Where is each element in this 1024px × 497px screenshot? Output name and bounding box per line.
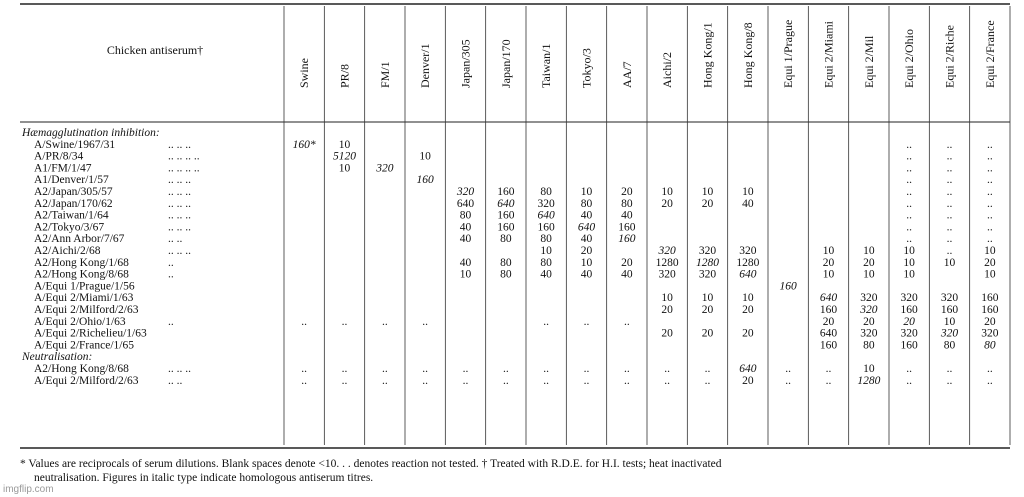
table-cell: 160 (900, 339, 918, 352)
table-cell: .. (422, 315, 429, 328)
table-cell: 20 (822, 256, 835, 269)
column-header: PR/8 (337, 63, 352, 88)
table-cell: 320 (698, 245, 717, 257)
table-cell: 10 (742, 292, 754, 305)
table-cell: 5120 (333, 150, 356, 163)
table-cell: 40 (580, 268, 593, 281)
table-cell: 1280 (736, 256, 760, 269)
table-cell: .. (906, 233, 913, 246)
table-cell: 40 (742, 197, 754, 210)
table-cell: .. (623, 363, 630, 375)
table-cell: .. (986, 374, 993, 387)
table-cell: 80 (540, 256, 552, 269)
table-cell: 20 (903, 315, 915, 328)
table-row (34, 304, 999, 316)
footnote-line-2: neutralisation. Figures in italic type indicate homologous antiserum titres. (34, 472, 374, 484)
row-leader: .. .. .. (168, 363, 191, 375)
table-cell: .. (301, 315, 308, 328)
table-cell: .. (906, 138, 913, 151)
table-cell: .. (906, 174, 913, 187)
table-cell: .. (543, 315, 550, 328)
row-leader: .. .. .. (168, 186, 191, 198)
table-cell: 320 (658, 268, 676, 281)
table-cell: 20 (984, 256, 996, 269)
table-cell: .. (341, 363, 348, 375)
table-cell: .. (986, 150, 993, 163)
table-cell: .. (946, 197, 953, 210)
watermark: imgflip.com (3, 484, 54, 495)
table-cell: 20 (661, 197, 673, 210)
table-cell: .. (583, 374, 590, 387)
table-cell: .. (946, 245, 953, 257)
table-cell: 160 (618, 233, 636, 246)
column-header: Taiwan/1 (539, 43, 554, 88)
row-label: A/Equi 1/Prague/1/56 (34, 280, 135, 293)
row-label: A/PR/8/34 (34, 150, 84, 163)
corner-label: Chicken antiserum† (106, 43, 204, 57)
table-cell: .. (946, 150, 953, 163)
table-cell: 640 (456, 197, 475, 210)
table-cell: 80 (580, 197, 593, 210)
table-cell: 10 (822, 268, 835, 281)
table-cell: 80 (863, 339, 875, 352)
table-cell: .. (785, 374, 792, 387)
row-leader: .. (168, 256, 174, 269)
table-cell: 320 (940, 292, 959, 305)
table-cell: 80 (459, 209, 472, 222)
table-cell: 10 (943, 256, 956, 269)
table-cell: .. (623, 374, 630, 387)
table-cell: 320 (376, 162, 394, 175)
table-cell: 160 (981, 292, 999, 305)
table-cell: .. (986, 138, 993, 151)
table-cell: 20 (863, 315, 875, 328)
column-header: Swine (297, 58, 312, 88)
table-cell: .. (906, 197, 913, 210)
row-label: A/Equi 2/Milford/2/63 (34, 374, 139, 387)
table-cell: 160 (981, 304, 999, 316)
table-cell: 80 (540, 233, 552, 246)
table-cell: 20 (701, 197, 714, 210)
table-cell: .. (906, 209, 913, 222)
table-cell: 1280 (655, 256, 679, 269)
table-cell: 320 (900, 327, 918, 340)
table-cell: 640 (497, 197, 515, 210)
table-cell: .. (906, 162, 913, 175)
table-cell: .. (381, 374, 388, 387)
table-cell: 10 (984, 245, 996, 257)
table-cell: .. (422, 374, 429, 387)
table-cell: 160 (618, 221, 636, 234)
column-header: Equi 2/France (982, 20, 997, 88)
row-label: A1/FM/1/47 (34, 162, 92, 175)
column-header: Equi 1/Prague (781, 19, 796, 88)
row-leader: .. .. .. (168, 197, 191, 210)
section-title: Hæmagglutination inhibition: (22, 127, 160, 139)
table-cell: 40 (580, 233, 593, 246)
row-leader: .. .. .. (168, 209, 191, 222)
table-cell: .. (946, 221, 953, 234)
column-header: Equi 2/Mil (861, 35, 876, 88)
table-row (34, 245, 996, 257)
table-cell: 20 (822, 315, 835, 328)
table-cell: 160 (819, 304, 838, 316)
table-cell: .. (986, 233, 993, 246)
table-cell: .. (381, 315, 388, 328)
table-row (34, 328, 999, 340)
table-cell: 10 (338, 162, 351, 175)
table-cell: .. (543, 374, 550, 387)
row-leader: .. .. .. (168, 221, 191, 234)
table-cell: 640 (577, 221, 596, 234)
row-leader: .. (168, 268, 174, 281)
table-cell: .. (543, 363, 550, 375)
table-cell: 10 (419, 150, 431, 163)
column-header: Denver/1 (418, 43, 433, 88)
table-cell: 320 (981, 327, 999, 340)
row-leader: .. .. .. .. (168, 150, 200, 163)
column-header: FM/1 (377, 61, 392, 88)
table-cell: 160 (497, 186, 515, 198)
table-cell: 10 (742, 186, 754, 198)
row-leader: .. .. .. (168, 174, 191, 187)
table-cell: .. (906, 186, 913, 198)
column-header: Hong Kong/1 (700, 22, 715, 88)
table-cell: 10 (984, 268, 996, 281)
table-cell: 20 (742, 327, 754, 340)
table-cell: .. (825, 374, 832, 387)
row-label: A2/Japan/170/62 (34, 197, 113, 210)
row-label: A2/Hong Kong/8/68 (34, 363, 129, 375)
table-cell: 320 (860, 292, 878, 305)
table-cell: 20 (621, 256, 633, 269)
table-cell: .. (906, 150, 913, 163)
table-cell: .. (986, 174, 993, 187)
table-cell: 10 (863, 268, 875, 281)
table-cell: 320 (698, 268, 717, 281)
table-cell: 20 (621, 186, 633, 198)
table-cell: .. (906, 363, 913, 375)
table-cell: 10 (822, 245, 835, 257)
table-cell: .. (704, 363, 711, 375)
row-label: A2/Japan/305/57 (34, 186, 113, 198)
table-cell: 40 (580, 209, 593, 222)
table-cell: 20 (742, 304, 754, 316)
table-cell: .. (986, 221, 993, 234)
row-leader: .. .. .. .. (168, 162, 200, 175)
table-cell: 320 (456, 186, 475, 198)
table-cell: 640 (739, 268, 757, 281)
row-label: A/Equi 2/France/1/65 (34, 339, 134, 352)
table-cell: 80 (984, 339, 996, 352)
table-cell: 640 (819, 327, 838, 340)
table-cell: 10 (661, 186, 673, 198)
table-cell: 20 (701, 304, 714, 316)
table-cell: 640 (819, 292, 838, 305)
table-cell: 320 (860, 304, 878, 316)
table-cell: 80 (500, 268, 512, 281)
table-cell: 320 (940, 327, 959, 340)
table-row (34, 292, 999, 304)
row-label: A2/Ann Arbor/7/67 (34, 233, 125, 246)
table-cell: 10 (863, 363, 875, 375)
row-label: A/Equi 2/Ohio/1/63 (34, 315, 126, 328)
table-cell: 160 (900, 304, 918, 316)
table-cell: 320 (860, 327, 878, 340)
table-cell: .. (381, 363, 388, 375)
table-cell: 160 (819, 339, 838, 352)
table-cell: .. (986, 197, 993, 210)
table-cell: .. (502, 374, 509, 387)
table-cell: .. (946, 233, 953, 246)
table-cell: 20 (661, 327, 673, 340)
table-cell: 40 (621, 268, 633, 281)
table-cell: 10 (701, 292, 714, 305)
row-label: A2/Aichi/2/68 (34, 245, 101, 257)
row-label: A1/Denver/1/57 (34, 174, 109, 187)
row-label: A/Equi 2/Miami/1/63 (34, 292, 134, 305)
table-cell: 160 (416, 174, 434, 187)
table-cell: .. (946, 174, 953, 187)
column-header: Japan/305 (458, 39, 473, 88)
row-label: A2/Hong Kong/8/68 (34, 268, 129, 281)
row-label: A2/Tokyo/3/67 (34, 221, 105, 234)
table-cell: 320 (900, 292, 918, 305)
row-leader: .. .. (168, 233, 183, 246)
table-cell: .. (462, 374, 469, 387)
column-header: Equi 2/Riche (942, 25, 957, 88)
table-cell: 10 (661, 292, 673, 305)
table-cell: .. (946, 363, 953, 375)
table-cell: .. (664, 374, 671, 387)
table-cell: 80 (540, 186, 552, 198)
table-cell: .. (583, 363, 590, 375)
table-cell: .. (986, 162, 993, 175)
table-cell: 160 (940, 304, 959, 316)
table-cell: .. (906, 374, 913, 387)
table-cell: .. (986, 209, 993, 222)
row-leader: .. .. .. (168, 245, 191, 257)
table-cell: 10 (863, 245, 875, 257)
table-cell: 20 (863, 256, 875, 269)
table-cell: 80 (500, 256, 512, 269)
table-cell: .. (422, 363, 429, 375)
table-cell: .. (341, 315, 348, 328)
table-cell: .. (946, 209, 953, 222)
table-cell: 80 (943, 339, 956, 352)
row-label: A/Equi 2/Milford/2/63 (34, 304, 139, 316)
table-cell: .. (301, 363, 308, 375)
table-cell: .. (986, 186, 993, 198)
table-cell: 20 (984, 315, 996, 328)
table-cell: 10 (540, 245, 552, 257)
table-cell: 10 (701, 186, 714, 198)
table-cell: .. (583, 315, 590, 328)
table-cell: 10 (580, 256, 593, 269)
table-cell: .. (946, 162, 953, 175)
table-cell: 640 (739, 363, 757, 375)
row-label: A2/Taiwan/1/64 (34, 209, 109, 222)
row-leader: .. (168, 315, 174, 328)
table-row (34, 280, 797, 292)
table-cell: 40 (459, 221, 472, 234)
table-cell: .. (986, 363, 993, 375)
column-header: Aichi/2 (660, 52, 675, 88)
table-cell: 80 (621, 197, 633, 210)
table-cell: 320 (537, 197, 555, 210)
table-cell: .. (341, 374, 348, 387)
table-cell: .. (623, 315, 630, 328)
table-cell: 160 (779, 280, 797, 293)
table-cell: 640 (537, 209, 555, 222)
table-cell: 20 (701, 327, 714, 340)
table-cell: 10 (943, 315, 956, 328)
column-header: Tokyo/3 (579, 48, 594, 88)
table-cell: .. (664, 363, 671, 375)
table-cell: 10 (903, 256, 915, 269)
table-cell: 1280 (696, 256, 719, 269)
table-cell: 160 (497, 209, 515, 222)
table-cell: 160 (537, 221, 555, 234)
table-cell: .. (704, 374, 711, 387)
table-cell: 10 (903, 245, 915, 257)
table-body (21, 127, 999, 387)
footnote-line-1: * Values are reciprocals of serum dilutions. Blank spaces denote <10. . . denotes reaction not tested. † Treated with R.D.E. for H.I. tests; heat inactivated (20, 458, 722, 470)
column-header: Hong Kong/8 (740, 22, 755, 88)
table-cell: .. (946, 186, 953, 198)
table-cell: 320 (739, 245, 757, 257)
row-label: A/Equi 2/Richelieu/1/63 (34, 327, 147, 340)
table-cell: 320 (658, 245, 676, 257)
table-row (34, 269, 996, 281)
table-cell: 20 (742, 374, 754, 387)
column-header: AA/7 (619, 61, 634, 88)
column-header: Equi 2/Ohio (902, 29, 917, 88)
table-cell: 160* (292, 138, 316, 151)
column-header: Japan/170 (498, 39, 513, 88)
section-title: Neutralisation: (22, 351, 93, 364)
row-leader: .. .. (168, 374, 183, 387)
table-cell: .. (502, 363, 509, 375)
table-cell: .. (906, 221, 913, 234)
table-cell: .. (785, 363, 792, 375)
table-cell: 40 (540, 268, 552, 281)
row-leader: .. .. .. (168, 138, 191, 151)
table-cell: 20 (580, 245, 593, 257)
table-cell: .. (946, 138, 953, 151)
table-cell: 10 (903, 268, 915, 281)
table-cell: 40 (621, 209, 633, 222)
table-cell: 1280 (857, 374, 881, 387)
table-row (34, 339, 996, 351)
row-label: A2/Hong Kong/1/68 (34, 256, 129, 269)
table-cell: 20 (661, 304, 673, 316)
table-cell: .. (825, 363, 832, 375)
footnote (20, 457, 1010, 485)
table-cell: .. (301, 374, 308, 387)
row-label: A/Swine/1967/31 (34, 138, 116, 151)
table-cell: 40 (459, 233, 472, 246)
table-cell: 10 (459, 268, 472, 281)
table-cell: 160 (497, 221, 515, 234)
table-row (34, 257, 996, 269)
table-row (34, 316, 996, 328)
table-cell: 10 (338, 138, 351, 151)
table-cell: 80 (500, 233, 512, 246)
table-cell: 40 (459, 256, 472, 269)
table-cell: 10 (580, 186, 593, 198)
table-cell: .. (462, 363, 469, 375)
column-header: Equi 2/Miami (821, 21, 836, 88)
table-cell: .. (946, 374, 953, 387)
